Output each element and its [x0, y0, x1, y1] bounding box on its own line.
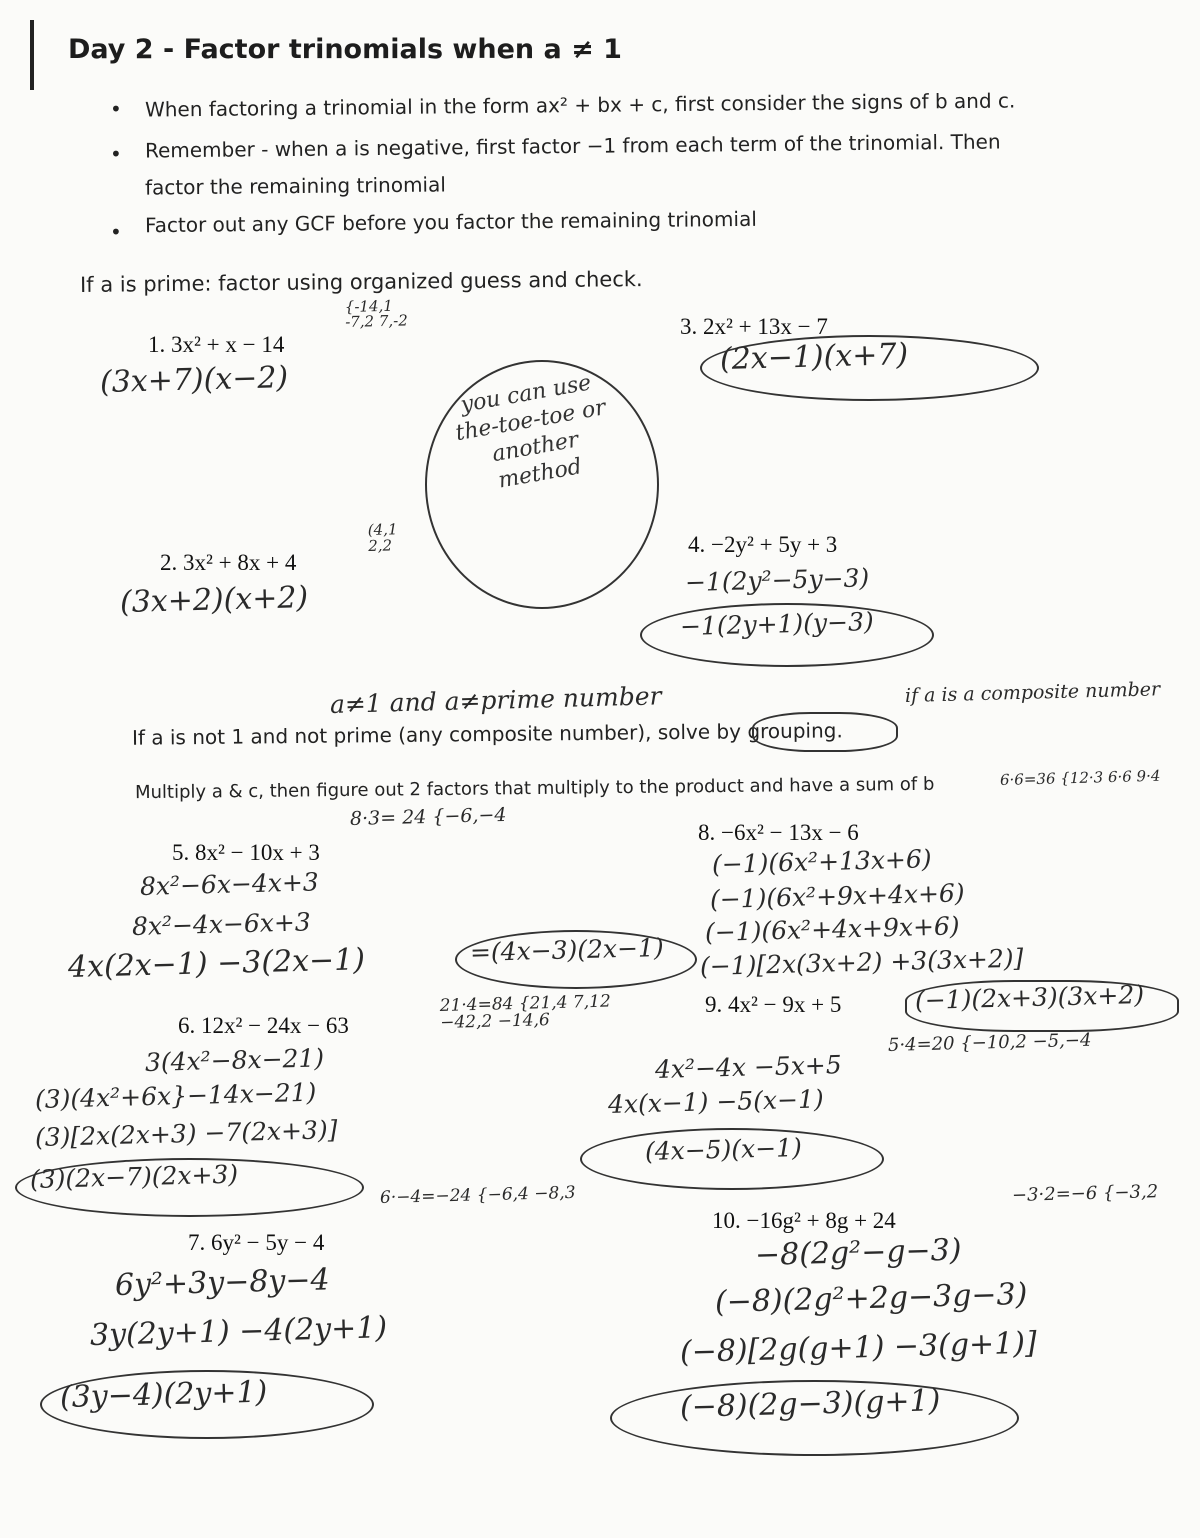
- problem-3: 3. 2x² + 13x − 7: [680, 314, 828, 339]
- scan-edge-mark: [30, 20, 34, 90]
- grouping-circle: [752, 712, 898, 752]
- bullet-dot-3: •: [110, 220, 122, 244]
- problem-4-step-1: −1(2y²−5y−3): [684, 563, 870, 597]
- problem-10-step-2: (−8)(2g²+2g−3g−3): [714, 1276, 1028, 1320]
- problem-9-answer: (4x−5)(x−1): [644, 1132, 803, 1166]
- problem-7: 7. 6y² − 5y − 4: [188, 1230, 325, 1255]
- problem-10-step-1: −8(2g²−g−3): [754, 1232, 962, 1273]
- composite-side-note: if a is a composite number: [904, 678, 1161, 707]
- problem-9-notes: 5·4=20 {−10,2 −5,−4: [887, 1029, 1092, 1056]
- problem-2: 2. 3x² + 8x + 4: [160, 550, 297, 575]
- problem-10-notes: −3·2=−6 {−3,2: [1011, 1181, 1159, 1206]
- bullet-text-3: Factor out any GCF before you factor the remaining trinomial: [144, 206, 757, 238]
- composite-note: a≠1 and a≠prime number: [329, 681, 662, 719]
- problem-8-step-2: (−1)(6x²+9x+4x+6): [709, 878, 965, 914]
- problem-6-step-1: 3(4x²−8x−21): [144, 1043, 325, 1077]
- bullet-text-1: When factoring a trinomial in the form ax² + bx + c, first consider the signs of b and c.: [144, 88, 1016, 122]
- section-composite-heading: If a is not 1 and not prime (any composite number), solve by grouping.: [131, 718, 843, 750]
- problem-6-notes: 21·4=84 {21,4 7,12 −42,2 −14,6: [439, 991, 612, 1033]
- problem-9-step-2: 4x(x−1) −5(x−1): [607, 1084, 825, 1119]
- problem-10-step-3: (−8)[2g(g+1) −3(g+1)]: [679, 1325, 1038, 1370]
- problem-5-step-2: 8x²−4x−6x+3: [131, 907, 312, 941]
- problem-5-step-3: 4x(2x−1) −3(2x−1): [67, 942, 366, 985]
- problem-1: 1. 3x² + x − 14: [148, 332, 285, 357]
- bullet-dot-1: •: [110, 97, 122, 121]
- bullet-dot-2: •: [110, 142, 122, 166]
- problem-5-answer: =(4x−3)(2x−1): [469, 932, 665, 967]
- section-prime-heading: If a is prime: factor using organized guess and check.: [79, 267, 643, 297]
- problem-8-step-4: (−1)[2x(3x+2) +3(3x+2)]: [699, 943, 1024, 981]
- problem-5-notes: 8·3= 24 {−6,−4: [349, 803, 507, 830]
- problem-6-step-2: (3)(4x²+6x}−14x−21): [34, 1077, 317, 1114]
- problem-7-step-1: 6y²+3y−8y−4: [114, 1262, 331, 1303]
- problem-2-answer: (3x+2)(x+2): [119, 580, 309, 620]
- problem-6-answer: (3)(2x−7)(2x+3): [29, 1159, 239, 1194]
- page-title: Day 2 - Factor trinomials when a ≠ 1: [68, 34, 622, 65]
- problem-1-notes: {-14,1 -7,2 7,-2: [344, 296, 409, 331]
- problem-5: 5. 8x² − 10x + 3: [172, 840, 320, 865]
- problem-8-notes: 6·6=36 {12·3 6·6 9·4: [999, 766, 1161, 789]
- problem-8-step-1: (−1)(6x²+13x+6): [711, 844, 932, 879]
- method-note: you can use the-toe-toe or another method: [453, 370, 608, 494]
- problem-8-step-3: (−1)(6x²+4x+9x+6): [704, 911, 960, 947]
- section-composite-instruction: Multiply a & c, then figure out 2 factors that multiply to the product and have a sum of b: [134, 773, 935, 804]
- problem-6-step-3: (3)[2x(2x+3) −7(2x+3)]: [34, 1115, 338, 1152]
- problem-10: 10. −16g² + 8g + 24: [712, 1208, 896, 1233]
- problem-3-answer: (2x−1)(x+7): [719, 337, 909, 377]
- bullet-text-2: Remember - when a is negative, first factor −1 from each term of the trinomial. Then: [144, 129, 1001, 163]
- problem-5-step-1: 8x²−6x−4x+3: [139, 867, 320, 901]
- problem-8-answer: (−1)(2x+3)(3x+2): [914, 980, 1145, 1015]
- bullet-text-2-cont: factor the remaining trinomial: [144, 172, 446, 200]
- problem-7-answer: (3y−4)(2y+1): [59, 1374, 268, 1415]
- problem-4: 4. −2y² + 5y + 3: [688, 532, 838, 557]
- problem-7-step-2: 3y(2y+1) −4(2y+1): [89, 1310, 388, 1353]
- problem-4-answer: −1(2y+1)(y−3): [679, 606, 875, 641]
- problem-10-answer: (−8)(2g−3)(g+1): [679, 1383, 941, 1425]
- problem-9: 9. 4x² − 9x + 5: [705, 992, 842, 1017]
- problem-2-notes: (4,1 2,2: [367, 520, 398, 555]
- problem-7-notes: 6·−4=−24 {−6,4 −8,3: [379, 1182, 576, 1208]
- problem-8: 8. −6x² − 13x − 6: [698, 820, 859, 845]
- problem-9-step-1: 4x²−4x −5x+5: [654, 1050, 843, 1084]
- problem-6: 6. 12x² − 24x − 63: [178, 1013, 349, 1038]
- problem-1-answer: (3x+7)(x−2): [99, 360, 289, 400]
